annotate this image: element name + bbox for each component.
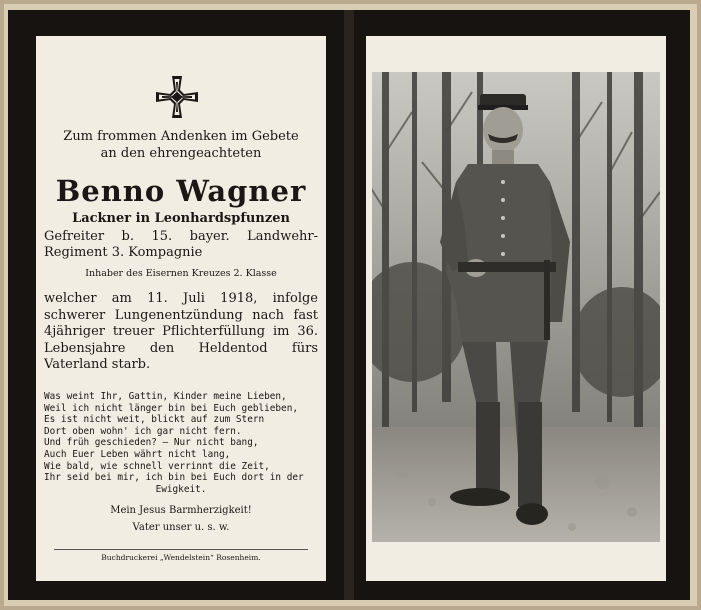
military-rank: Gefreiter b. 15. bayer. Landwehr-Regiment 3. Kompagnie bbox=[44, 229, 318, 260]
poem-line: Es ist nicht weit, blickt auf zum Stern bbox=[44, 414, 265, 426]
award-line: Inhaber des Eisernen Kreuzes 2. Klasse bbox=[85, 268, 277, 279]
divider bbox=[54, 549, 308, 550]
deceased-name: Benno Wagner bbox=[55, 174, 307, 208]
memorial-card bbox=[4, 4, 697, 606]
poem-line: Und früh geschieden? — Nur nicht bang, bbox=[44, 437, 259, 449]
card-fold bbox=[344, 10, 354, 600]
poem-line: Auch Euer Leben währt nicht lang, bbox=[44, 448, 231, 460]
memorial-poem bbox=[44, 391, 318, 495]
printer-credit: Buchdruckerei „Wendelstein“ Rosenheim. bbox=[101, 553, 261, 562]
photo-page bbox=[366, 36, 666, 581]
soldier-photo bbox=[372, 72, 660, 542]
left-panel bbox=[8, 10, 344, 600]
poem-line: Wie bald, wie schnell verrinnt die Zeit, bbox=[44, 460, 270, 472]
poem-line: Was weint Ihr, Gattin, Kinder meine Lieben, bbox=[44, 391, 287, 402]
occupation: Lackner in Leonhardspfunzen bbox=[72, 211, 290, 226]
death-notice: welcher am 11. Juli 1918, infolge schwerer Lungenentzündung nach fast 4jähriger treuer Pflichterfüllung im 36. Lebensjahre den Heldentod fürs Vaterland starb. bbox=[44, 291, 318, 372]
poem-line: Ewigkeit. bbox=[155, 483, 207, 495]
iron-cross-icon bbox=[154, 74, 200, 120]
intro-line-1: Zum frommen Andenken im Gebete bbox=[63, 129, 299, 144]
poem-line: Weil ich nicht länger bin bei Euch geblieben, bbox=[44, 402, 298, 414]
prayer-2: Vater unser u. s. w. bbox=[132, 522, 230, 533]
poem-line: Ihr seid bei mir, ich bin bei Euch dort in der bbox=[44, 472, 304, 484]
poem-line: Dort oben wohn' ich gar nicht fern. bbox=[44, 425, 242, 437]
prayer-1: Mein Jesus Barmherzigkeit! bbox=[110, 505, 252, 516]
right-panel bbox=[354, 10, 690, 600]
text-page bbox=[36, 36, 326, 581]
intro-line-2: an den ehrengeachteten bbox=[100, 146, 262, 161]
photo-illustration bbox=[372, 72, 660, 542]
